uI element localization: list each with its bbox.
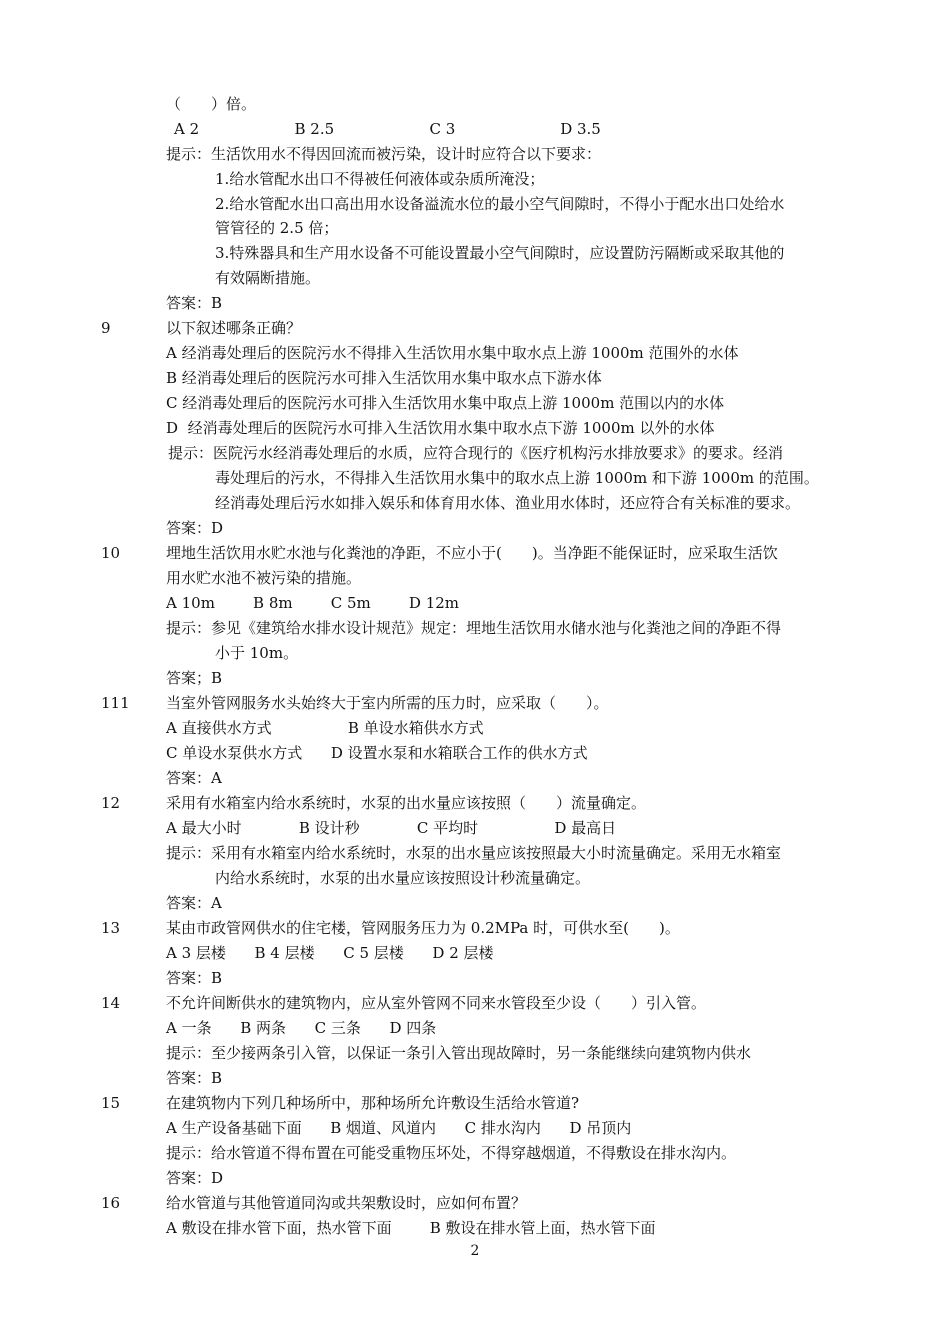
page-number: 2	[470, 1243, 480, 1259]
answer-line: 答案：D	[166, 1169, 224, 1187]
option-line: A 生产设备基础下面 B 烟道、风道内 C 排水沟内 D 吊顶内	[166, 1119, 632, 1137]
text-line: 管管径的 2.5 倍；	[215, 219, 339, 237]
question-text: 埋地生活饮用水贮水池与化粪池的净距，不应小于( )。当净距不能保证时，应采取生活饮	[166, 544, 778, 562]
question-number: 14	[101, 994, 121, 1012]
question-text: 在建筑物内下列几种场所中，那种场所允许敷设生活给水管道?	[166, 1094, 580, 1112]
question-text: 当室外管网服务水头始终大于室内所需的压力时，应采取（ ）。	[166, 694, 609, 712]
option-line: B 经消毒处理后的医院污水可排入生活饮用水集中取水点下游水体	[166, 369, 602, 387]
option-line: A 最大小时 B 设计秒 C 平均时 D 最高日	[166, 819, 617, 837]
question-number: 12	[101, 794, 121, 812]
text-line: 提示：生活饮用水不得因回流而被污染，设计时应符合以下要求：	[166, 145, 602, 163]
answer-line: 答案；B	[166, 669, 223, 687]
text-line: 3.特殊器具和生产用水设备不可能设置最小空气间隙时，应设置防污隔断或采取其他的	[215, 244, 785, 262]
option-line: C 单设水泵供水方式 D 设置水泵和水箱联合工作的供水方式	[166, 744, 588, 762]
option-line: C 经消毒处理后的医院污水可排入生活饮用水集中取点上游 1000m 范围以内的水体	[166, 394, 725, 412]
question-number: 10	[101, 544, 121, 562]
hint-line: 提示：参见《建筑给水排水设计规范》规定：埋地生活饮用水储水池与化粪池之间的净距不得	[166, 619, 782, 637]
question-text: 以下叙述哪条正确？	[166, 319, 302, 337]
option-line: A 直接供水方式 B 单设水箱供水方式	[166, 719, 484, 737]
question-number: 16	[101, 1194, 121, 1212]
text-line: 2.给水管配水出口高出用水设备溢流水位的最小空气间隙时，不得小于配水出口处给水	[215, 195, 785, 213]
option-line: A 经消毒处理后的医院污水不得排入生活饮用水集中取水点上游 1000m 范围外的水体	[166, 344, 739, 362]
answer-line: 答案：B	[166, 969, 223, 987]
option-line: D 经消毒处理后的医院污水可排入生活饮用水集中取水点下游 1000m 以外的水体	[166, 419, 715, 437]
question-number: 15	[101, 1094, 121, 1112]
hint-line: 经消毒处理后污水如排入娱乐和体育用水体、渔业用水体时，还应符合有关标准的要求。	[215, 494, 801, 512]
hint-line: 提示：医院污水经消毒处理后的水质，应符合现行的《医疗机构污水排放要求》的要求。经消	[168, 444, 784, 462]
text-line: A 2 B 2.5 C 3 D 3.5	[174, 120, 601, 138]
question-number: 9	[101, 319, 111, 337]
hint-line: 小于 10m。	[215, 644, 299, 662]
answer-line: 答案：A	[166, 894, 222, 912]
option-line: A 敷设在排水管下面，热水管下面 B 敷设在排水管上面，热水管下面	[166, 1219, 656, 1237]
text-line: 有效隔断措施。	[215, 269, 321, 287]
answer-line: 答案：B	[166, 1069, 223, 1087]
question-text: 不允许间断供水的建筑物内，应从室外管网不同来水管段至少设（ ）引入管。	[166, 994, 707, 1012]
question-number: 13	[101, 919, 121, 937]
answer-line: 答案：D	[166, 519, 224, 537]
question-number: 111	[101, 694, 130, 712]
text-line: （ ）倍。	[166, 95, 257, 113]
question-text: 某由市政管网供水的住宅楼，管网服务压力为 0.2MPa 时，可供水至( )。	[166, 919, 680, 937]
hint-line: 提示：给水管道不得布置在可能受重物压坏处，不得穿越烟道，不得敷设在排水沟内。	[166, 1144, 737, 1162]
option-line: A 3 层楼 B 4 层楼 C 5 层楼 D 2 层楼	[166, 944, 494, 962]
hint-line: 毒处理后的污水，不得排入生活饮用水集中的取水点上游 1000m 和下游 1000m 的范围。	[215, 469, 819, 487]
text-line: 答案：B	[166, 294, 223, 312]
option-line: A 10m B 8m C 5m D 12m	[166, 594, 460, 612]
hint-line: 内给水系统时，水泵的出水量应该按照设计秒流量确定。	[215, 869, 591, 887]
answer-line: 答案：A	[166, 769, 222, 787]
hint-line: 提示：采用有水箱室内给水系统时，水泵的出水量应该按照最大小时流量确定。采用无水箱室	[166, 844, 782, 862]
question-text: 采用有水箱室内给水系统时，水泵的出水量应该按照（ ）流量确定。	[166, 794, 647, 812]
question-text: 给水管道与其他管道同沟或共架敷设时，应如何布置？	[166, 1194, 527, 1212]
text-line: 1.给水管配水出口不得被任何液体或杂质所淹没；	[215, 170, 545, 188]
question-text: 用水贮水池不被污染的措施。	[166, 569, 362, 587]
option-line: A 一条 B 两条 C 三条 D 四条	[166, 1019, 437, 1037]
hint-line: 提示：至少接两条引入管，以保证一条引入管出现故障时，另一条能继续向建筑物内供水	[166, 1044, 752, 1062]
